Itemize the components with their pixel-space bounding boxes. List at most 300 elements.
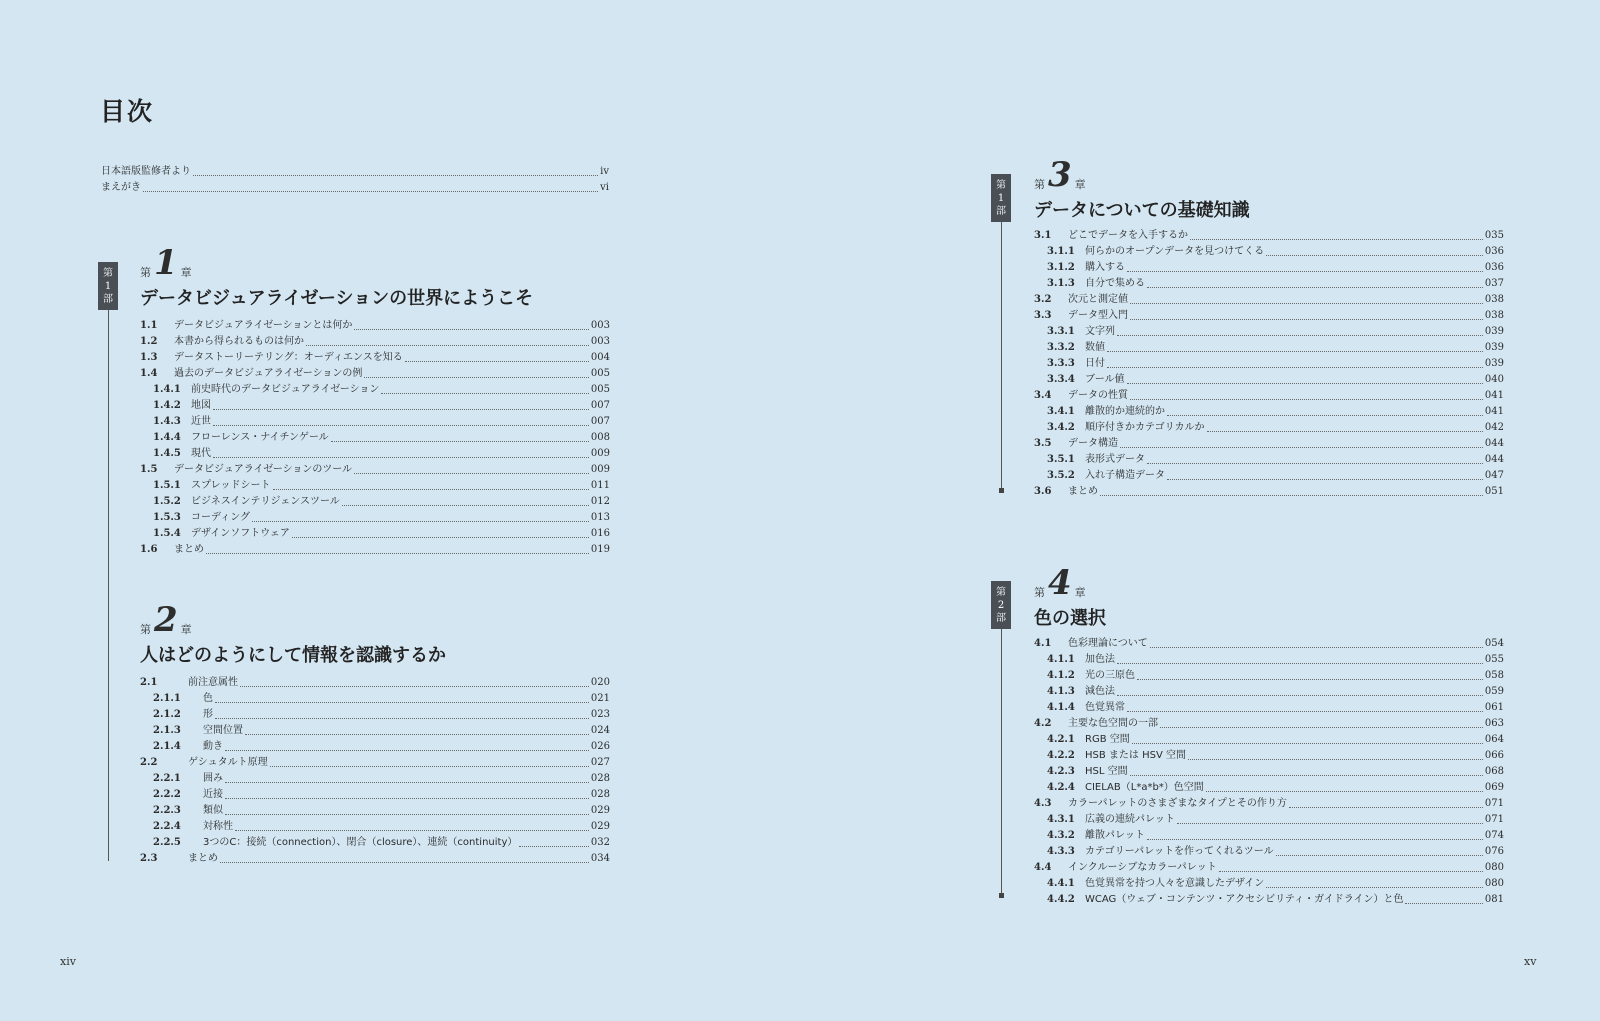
entry-title: 離散的か連続的か [1085, 406, 1165, 417]
toc-entry[interactable] [140, 739, 610, 755]
chapter-number: 2 [154, 600, 178, 640]
entry-number: 1.4.1 [153, 384, 181, 395]
entry-page: 007 [590, 400, 610, 411]
toc-entry[interactable] [140, 382, 610, 398]
entry-page: 041 [1484, 390, 1504, 401]
entry-title: まとめ [188, 853, 218, 864]
entry-number: 3.3.4 [1047, 374, 1075, 385]
leader-dots [354, 328, 589, 330]
entry-page: 020 [590, 677, 610, 688]
entry-title: 現代 [191, 448, 211, 459]
entry-page: 068 [1484, 766, 1504, 777]
leader-dots [1127, 382, 1483, 384]
leader-dots [405, 360, 589, 362]
entry-title: データ構造 [1068, 438, 1118, 449]
entry-title: 表形式データ [1085, 454, 1145, 465]
entry-title: CIELAB（L*a*b*）色空間 [1085, 782, 1204, 793]
page-title: 目次 [100, 97, 155, 126]
toc-entry[interactable] [1034, 276, 1504, 292]
entry-number: 1.4.3 [153, 416, 181, 427]
entry-number: 4.2.3 [1047, 766, 1075, 777]
entry-title: 主要な色空間の一部 [1068, 718, 1158, 729]
toc-entry[interactable] [140, 787, 610, 803]
entry-page: 013 [590, 512, 610, 523]
entry-number: 3.1.1 [1047, 246, 1075, 257]
toc-entry[interactable] [1034, 780, 1504, 796]
leader-dots [240, 685, 589, 687]
entry-number: 2.2.2 [153, 789, 181, 800]
toc-entry[interactable] [140, 675, 610, 691]
entry-number: 1.5.3 [153, 512, 181, 523]
entry-number: 4.1.3 [1047, 686, 1075, 697]
entry-title: ゲシュタルト原理 [188, 757, 268, 768]
toc-entry[interactable] [140, 334, 610, 350]
entry-number: 3.3.3 [1047, 358, 1075, 369]
entry-title: 離散パレット [1085, 830, 1145, 841]
toc-entry[interactable] [1034, 356, 1504, 372]
entry-title: 何らかのオープンデータを見つけてくる [1085, 246, 1265, 257]
entry-title: 文字列 [1085, 326, 1115, 337]
chapter-number: 3 [1048, 155, 1072, 195]
toc-entry[interactable] [140, 542, 610, 558]
leader-dots [1130, 774, 1483, 776]
leader-dots [1405, 902, 1482, 904]
entry-number: 2.2.5 [153, 837, 181, 848]
entry-page: 028 [590, 789, 610, 800]
entry-page: 055 [1484, 654, 1504, 665]
entry-number: 3.5.1 [1047, 454, 1075, 465]
leader-dots [143, 190, 598, 192]
entry-title: どこでデータを入手するか [1068, 230, 1188, 241]
entry-page: 019 [590, 544, 610, 555]
leader-dots [1266, 886, 1483, 888]
toc-entry[interactable] [140, 771, 610, 787]
entry-page: 071 [1484, 814, 1504, 825]
toc-entry[interactable] [140, 851, 610, 867]
entry-page: 005 [590, 368, 610, 379]
entry-number: 1.3 [140, 352, 158, 363]
entry-title: 囲み [203, 773, 223, 784]
entry-title: 過去のデータビジュアライゼーションの例 [174, 368, 363, 379]
entry-page: 040 [1484, 374, 1504, 385]
entry-page: 041 [1484, 406, 1504, 417]
chapter-4 [1034, 563, 1504, 908]
toc-entry[interactable] [1034, 668, 1504, 684]
part-tab-prefix: 第 [996, 179, 1006, 191]
entry-title: データビジュアライゼーションのツール [174, 464, 352, 475]
entry-title: 対称性 [203, 821, 233, 832]
entry-title: カテゴリーパレットを作ってくれるツール [1085, 846, 1274, 857]
leader-dots [213, 408, 589, 410]
toc-entry[interactable] [1034, 716, 1504, 732]
entry-number: 3.1.2 [1047, 262, 1075, 273]
entry-page: 004 [590, 352, 610, 363]
entry-title: 近世 [191, 416, 211, 427]
entry-title: データの性質 [1068, 390, 1128, 401]
chapter-entries [1034, 228, 1504, 500]
entry-title: データビジュアライゼーションとは何か [174, 320, 353, 331]
leader-dots [225, 781, 589, 783]
leader-dots [1177, 822, 1483, 824]
entry-number: 3.2 [1034, 294, 1052, 305]
leader-dots [1127, 270, 1483, 272]
toc-entry[interactable] [1034, 892, 1504, 908]
entry-number: 1.5.1 [153, 480, 181, 491]
entry-page: 008 [590, 432, 610, 443]
chapter-suffix: 章 [1074, 178, 1086, 191]
entry-number: 1.6 [140, 544, 158, 555]
entry-title: 類似 [203, 805, 223, 816]
entry-title: 3つのC：接続（connection）、閉合（closure）、連続（continuity） [203, 837, 518, 848]
toc-entry[interactable] [140, 819, 610, 835]
toc-entry[interactable] [1034, 764, 1504, 780]
chapter-suffix: 章 [1074, 586, 1086, 599]
toc-entry[interactable] [1034, 652, 1504, 668]
leader-dots [1130, 318, 1483, 320]
leader-dots [1132, 742, 1483, 744]
entry-number: 3.5 [1034, 438, 1052, 449]
chapter-suffix: 章 [180, 266, 192, 279]
entry-number: 4.1.4 [1047, 702, 1075, 713]
entry-title: フローレンス・ナイチンゲール [191, 432, 329, 443]
entry-title: カラーパレットのさまざまなタイプとその作り方 [1068, 798, 1287, 809]
entry-title: HSB または HSV 空間 [1085, 750, 1186, 761]
entry-number: 1.4.5 [153, 448, 181, 459]
chapter-1 [140, 243, 610, 558]
toc-entry[interactable] [1034, 228, 1504, 244]
page-number-right: xv [1524, 955, 1537, 968]
front-matter [101, 164, 609, 196]
toc-entry[interactable] [1034, 244, 1504, 260]
entry-number: 3.6 [1034, 486, 1052, 497]
part-rule-end [999, 893, 1004, 898]
entry-page: 064 [1484, 734, 1504, 745]
toc-entry[interactable] [1034, 636, 1504, 652]
entry-number: 3.4.1 [1047, 406, 1075, 417]
entry-page: 011 [590, 480, 610, 491]
leader-dots [1130, 302, 1483, 304]
entry-number: 2.3 [140, 853, 158, 864]
entry-number: 2.2 [140, 757, 158, 768]
toc-entry[interactable] [140, 707, 610, 723]
toc-entry[interactable] [1034, 404, 1504, 420]
toc-entry[interactable] [1034, 324, 1504, 340]
entry-number: 1.5 [140, 464, 158, 475]
entry-title: デザインソフトウェア [191, 528, 290, 539]
leader-dots [1137, 678, 1483, 680]
toc-entry[interactable] [140, 462, 610, 478]
entry-title: 減色法 [1085, 686, 1115, 697]
entry-page: 042 [1484, 422, 1504, 433]
leader-dots [1107, 366, 1483, 368]
toc-entry[interactable] [1034, 468, 1504, 484]
entry-title: 広義の連続パレット [1085, 814, 1175, 825]
entry-page: 007 [590, 416, 610, 427]
part-rule-end [999, 488, 1004, 493]
toc-entry[interactable] [140, 398, 610, 414]
entry-number: 4.3.3 [1047, 846, 1075, 857]
entry-number: 4.4.2 [1047, 894, 1075, 905]
entry-page: 027 [590, 757, 610, 768]
leader-dots [1117, 694, 1483, 696]
entry-page: 081 [1484, 894, 1504, 905]
leader-dots [215, 717, 589, 719]
chapter-entries [140, 675, 610, 867]
page-number-left: xiv [60, 955, 76, 968]
chapter-label [1034, 155, 1504, 195]
leader-dots [331, 440, 589, 442]
entry-number: 4.3 [1034, 798, 1052, 809]
chapter-3 [1034, 155, 1504, 500]
leader-dots [1147, 462, 1483, 464]
leader-dots [225, 749, 589, 751]
toc-entry[interactable] [140, 510, 610, 526]
chapter-label [1034, 563, 1504, 603]
entry-number: 3.1 [1034, 230, 1052, 241]
entry-number: 2.1.3 [153, 725, 181, 736]
toc-entry[interactable] [140, 446, 610, 462]
entry-page: 059 [1484, 686, 1504, 697]
entry-number: 4.3.1 [1047, 814, 1075, 825]
entry-page: 036 [1484, 262, 1504, 273]
leader-dots [364, 376, 589, 378]
toc-entry[interactable] [1034, 828, 1504, 844]
entry-page: 003 [590, 320, 610, 331]
entry-number: 3.1.3 [1047, 278, 1075, 289]
entry-title: 近接 [203, 789, 223, 800]
leader-dots [1150, 646, 1483, 648]
entry-page: 054 [1484, 638, 1504, 649]
entry-title: ビジネスインテリジェンスツール [191, 496, 340, 507]
entry-page: 058 [1484, 670, 1504, 681]
toc-entry[interactable] [101, 164, 609, 180]
entry-page: 023 [590, 709, 610, 720]
toc-entry[interactable] [1034, 844, 1504, 860]
entry-page: 071 [1484, 798, 1504, 809]
entry-number: 1.5.2 [153, 496, 181, 507]
entry-page: 080 [1484, 878, 1504, 889]
leader-dots [252, 520, 589, 522]
part-tab-suffix: 部 [996, 205, 1006, 217]
leader-dots [1130, 398, 1483, 400]
leader-dots [220, 861, 589, 863]
toc-entry[interactable] [1034, 452, 1504, 468]
entry-page: 038 [1484, 310, 1504, 321]
entry-page: 036 [1484, 246, 1504, 257]
leader-dots [215, 701, 589, 703]
leader-dots [1188, 758, 1483, 760]
leader-dots [1207, 430, 1483, 432]
entry-title: データ型入門 [1068, 310, 1128, 321]
chapter-suffix: 章 [180, 623, 192, 636]
entry-title: 色覚異常 [1085, 702, 1125, 713]
entry-title: 色 [203, 693, 213, 704]
entry-number: 3.5.2 [1047, 470, 1075, 481]
entry-number: 4.2 [1034, 718, 1052, 729]
entry-page: 035 [1484, 230, 1504, 241]
toc-entry[interactable] [1034, 748, 1504, 764]
toc-entry[interactable] [1034, 420, 1504, 436]
toc-entry[interactable] [1034, 388, 1504, 404]
leader-dots [273, 488, 589, 490]
entry-page: 044 [1484, 438, 1504, 449]
leader-dots [1167, 478, 1483, 480]
entry-number: 3.3.1 [1047, 326, 1075, 337]
toc-entry[interactable] [140, 350, 610, 366]
entry-page: 044 [1484, 454, 1504, 465]
chapter-prefix: 第 [140, 266, 151, 279]
entry-page: 026 [590, 741, 610, 752]
toc-entry[interactable] [1034, 876, 1504, 892]
entry-number: 4.1.2 [1047, 670, 1075, 681]
entry-title: 本書から得られるものは何か [174, 336, 304, 347]
toc-entry[interactable] [1034, 372, 1504, 388]
entry-title: まえがき [101, 182, 141, 193]
entry-title: 動き [203, 741, 223, 752]
entry-title: 次元と測定値 [1068, 294, 1128, 305]
entry-number: 3.3.2 [1047, 342, 1075, 353]
entry-page: 029 [590, 821, 610, 832]
toc-entry[interactable] [140, 803, 610, 819]
chapter-number: 1 [154, 243, 178, 283]
toc-entry[interactable] [140, 691, 610, 707]
entry-title: 光の三原色 [1085, 670, 1135, 681]
chapter-label [140, 243, 610, 283]
toc-entry[interactable] [101, 180, 609, 196]
entry-title: RGB 空間 [1085, 734, 1130, 745]
entry-page: 039 [1484, 326, 1504, 337]
toc-entry[interactable] [140, 494, 610, 510]
entry-page: 009 [590, 448, 610, 459]
entry-title: ブール値 [1085, 374, 1125, 385]
leader-dots [1117, 334, 1483, 336]
toc-entry[interactable] [1034, 484, 1504, 500]
part-tab-number: 1 [997, 192, 1005, 204]
toc-entry[interactable] [140, 430, 610, 446]
toc-entry[interactable] [1034, 700, 1504, 716]
leader-dots [193, 174, 598, 176]
part-tab [98, 262, 118, 310]
leader-dots [1117, 662, 1483, 664]
leader-dots [1147, 286, 1483, 288]
toc-entry[interactable] [1034, 292, 1504, 308]
entry-number: 4.4 [1034, 862, 1052, 873]
entry-title: 色覚異常を持つ人々を意識したデザイン [1085, 878, 1265, 889]
entry-number: 1.2 [140, 336, 158, 347]
toc-entry[interactable] [140, 835, 610, 851]
leader-dots [225, 797, 589, 799]
chapter-title: データについての基礎知識 [1034, 200, 1250, 221]
leader-dots [1120, 446, 1483, 448]
entry-number: 1.4.2 [153, 400, 181, 411]
toc-entry[interactable] [140, 526, 610, 542]
toc-entry[interactable] [140, 366, 610, 382]
toc-entry[interactable] [1034, 340, 1504, 356]
toc-entry[interactable] [1034, 812, 1504, 828]
entry-number: 1.1 [140, 320, 158, 331]
chapter-prefix: 第 [1034, 586, 1045, 599]
chapter-prefix: 第 [1034, 178, 1045, 191]
entry-page: 074 [1484, 830, 1504, 841]
entry-page: 021 [590, 693, 610, 704]
leader-dots [213, 456, 589, 458]
entry-page: 012 [590, 496, 610, 507]
toc-entry[interactable] [1034, 308, 1504, 324]
entry-title: まとめ [174, 544, 204, 555]
leader-dots [354, 472, 589, 474]
entry-number: 2.2.4 [153, 821, 181, 832]
entry-page: 024 [590, 725, 610, 736]
entry-page: 047 [1484, 470, 1504, 481]
entry-number: 2.1.1 [153, 693, 181, 704]
entry-number: 4.1.1 [1047, 654, 1075, 665]
entry-title: スプレッドシート [191, 480, 271, 491]
leader-dots [1100, 494, 1483, 496]
leader-dots [1276, 854, 1483, 856]
chapter-label [140, 600, 610, 640]
toc-entry[interactable] [140, 478, 610, 494]
entry-page: 039 [1484, 358, 1504, 369]
entry-page: vi [600, 182, 609, 193]
leader-dots [213, 424, 589, 426]
entry-page: 069 [1484, 782, 1504, 793]
chapter-entries [140, 318, 610, 558]
part-tab [991, 174, 1011, 222]
entry-title: 日付 [1085, 358, 1105, 369]
toc-entry[interactable] [1034, 436, 1504, 452]
toc-entry[interactable] [140, 723, 610, 739]
entry-title: 購入する [1085, 262, 1125, 273]
toc-entry[interactable] [140, 755, 610, 771]
toc-entry[interactable] [140, 318, 610, 334]
entry-title: データストーリーテリング：オーディエンスを知る [174, 352, 403, 363]
entry-page: 037 [1484, 278, 1504, 289]
entry-title: 数値 [1085, 342, 1105, 353]
entry-page: 029 [590, 805, 610, 816]
toc-entry[interactable] [1034, 684, 1504, 700]
entry-page: 080 [1484, 862, 1504, 873]
entry-number: 4.4.1 [1047, 878, 1075, 889]
entry-number: 3.4 [1034, 390, 1052, 401]
entry-number: 4.2.1 [1047, 734, 1075, 745]
chapter-title: データビジュアライゼーションの世界にようこそ [140, 288, 534, 309]
leader-dots [225, 813, 589, 815]
entry-title: 入れ子構造データ [1085, 470, 1165, 481]
entry-page: 076 [1484, 846, 1504, 857]
part-rule [1001, 222, 1002, 490]
entry-page: 034 [590, 853, 610, 864]
leader-dots [1147, 838, 1483, 840]
entry-title: HSL 空間 [1085, 766, 1128, 777]
entry-title: 加色法 [1085, 654, 1115, 665]
leader-dots [1107, 350, 1483, 352]
toc-entry[interactable] [1034, 796, 1504, 812]
entry-number: 1.5.4 [153, 528, 181, 539]
entry-title: 前史時代のデータビジュアライゼーション [191, 384, 380, 395]
toc-entry[interactable] [140, 414, 610, 430]
entry-title: インクルーシブなカラーパレット [1068, 862, 1217, 873]
entry-page: 005 [590, 384, 610, 395]
toc-entry[interactable] [1034, 260, 1504, 276]
entry-title: 前注意属性 [188, 677, 238, 688]
leader-dots [306, 344, 589, 346]
entry-page: 066 [1484, 750, 1504, 761]
part-tab-number: 1 [104, 280, 112, 292]
toc-entry[interactable] [1034, 860, 1504, 876]
entry-number: 1.4.4 [153, 432, 181, 443]
entry-page: 061 [1484, 702, 1504, 713]
toc-entry[interactable] [1034, 732, 1504, 748]
